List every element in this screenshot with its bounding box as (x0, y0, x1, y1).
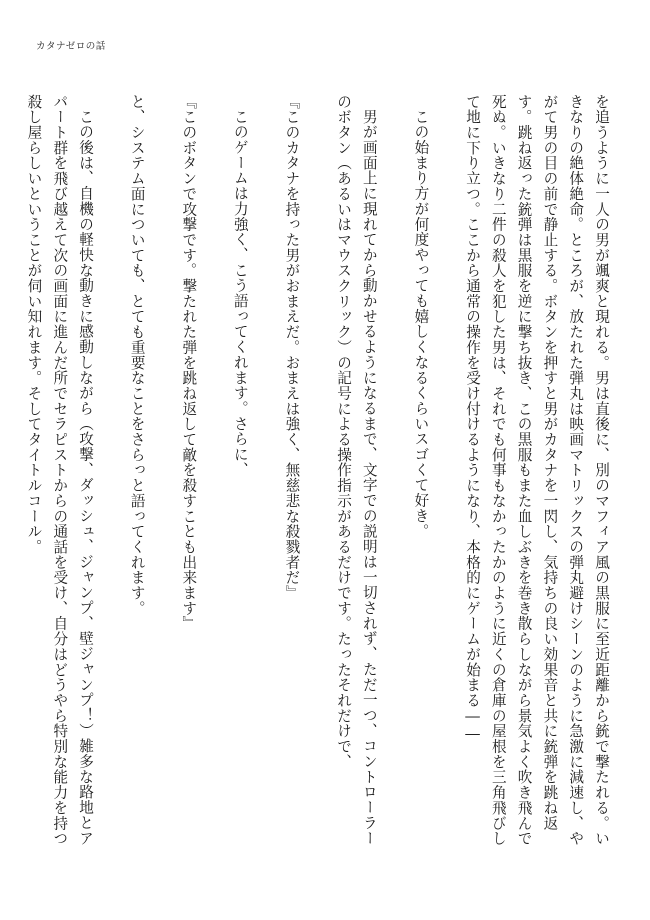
quote-you-are-killer: 『このカタナを持った男がおまえだ。おまえは強く、無慈悲な殺戮者だ』 (283, 94, 301, 601)
paragraph-opening-scene: を追うように一人の男が颯爽と現れる。男は直後に、別のマフィア風の黒服に至近距離から銃で撃たれる。いきなりの絶体絶命。ところが、放たれた弾丸は映画マトリックスの弾丸避けシーンのように急激に減速し、やがて男の目の前で静止する。ボタンを押すと男がカタナを一閃し、気持ちの良い効果音と共に銃弾を跳ね返す。跳ね返った銃弾は黒服を逆に撃ち抜き、この黒服もまた血しぶきを巻き散らしながら景気よく吹き飛んで死ぬ。いきなり二件の殺人を犯した男は、それでも何事もなかったかのように近くの倉庫の屋根を三角飛びして地に下り立つ。ここから通常の操作を受け付けるようになり、本格的にゲームが始まる―― (464, 94, 610, 847)
paragraph-impression: この始まり方が何度やっても嬉しくなるくらいスゴくて好き。 (412, 108, 430, 539)
paragraph-gap (201, 94, 227, 854)
paragraph-system-explained: と、システム面についても、とても重要なことをさらっと語ってくれます。 (128, 94, 146, 616)
paragraph-gap (253, 94, 279, 854)
quote-attack-button: 『このボタンで攻撃です。撃たれた弾を跳ね返して敵を殺すことも出来ます』 (180, 94, 198, 632)
body-text (25, 94, 614, 854)
running-header: カタナゼロの話 (36, 41, 106, 52)
paragraph-gap (382, 94, 408, 854)
paragraph-gap (98, 94, 124, 854)
paragraph-no-tutorial: 男が画面上に現れてから動かせるようになるまで、文字での説明は一切されず、ただ一つ、コントローラーのボタン（あるいはマウスクリック）の記号による操作指示があるだけです。たったそれだけで、 (335, 94, 378, 846)
paragraph-gap (433, 94, 459, 854)
paragraph-gap (304, 94, 330, 854)
paragraph-game-speaks: このゲームは力強く、こう語ってくれます。さらに、 (231, 108, 249, 477)
paragraph-title-call: この後は、自機の軽快な動きに感動しながら（攻撃、ダッシュ、ジャンプ、壁ジャンプ！）雑多な路地とアパート群を飛び越えて次の画面に進んだ所でセラピストからの通話を受け、自分はどうやら特別な能力を持つ殺し屋らしいということが伺い知れます。そしてタイトルコール。 (25, 94, 95, 847)
paragraph-gap (150, 94, 176, 854)
